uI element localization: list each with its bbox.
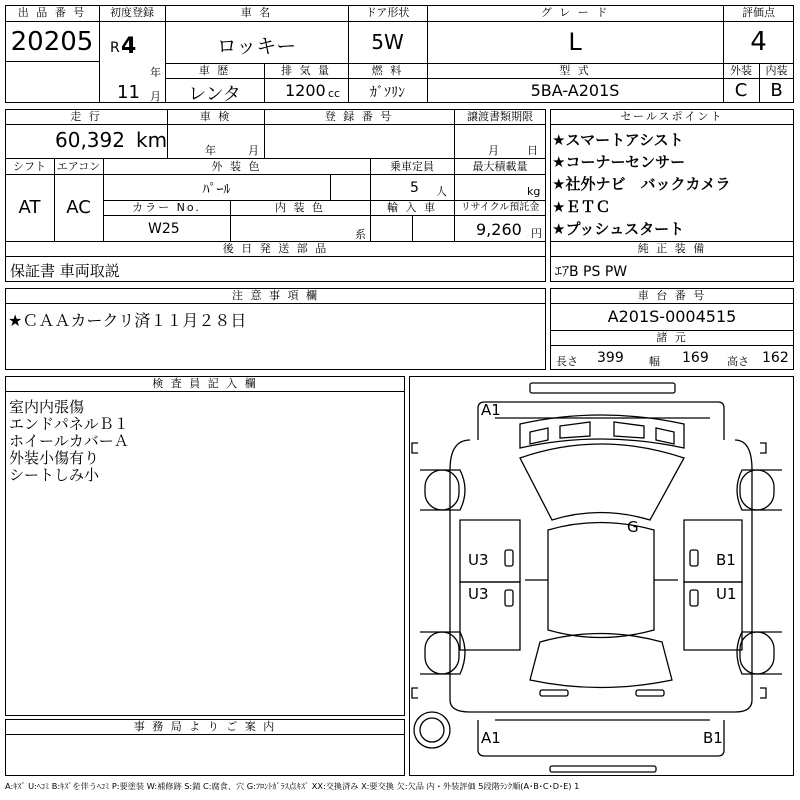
mark-left-rear-door: U3 [468, 585, 489, 603]
mark-rear-right: B1 [703, 729, 723, 747]
recycle-unit: 円 [531, 227, 542, 240]
transfer-day-unit: 日 [527, 144, 538, 157]
history-label: 車 歴 [198, 64, 231, 77]
load-label: 最大積載量 [472, 160, 528, 173]
ext-color-label: 外 装 色 [211, 160, 262, 173]
capacity: 5 [410, 180, 419, 196]
int-color-label: 内 装 色 [275, 201, 325, 214]
model-label: 型 式 [559, 64, 591, 77]
notes-label: 注 意 事 項 欄 [232, 289, 319, 302]
first-reg-year: 4 [121, 34, 137, 59]
inspector-label: 検 査 員 記 入 欄 [152, 377, 258, 390]
chassis-label: 車 台 番 号 [637, 289, 707, 302]
ext-color: ﾊﾟｰﾙ [202, 182, 231, 198]
capacity-label: 乗車定員 [390, 160, 434, 173]
first-reg-label: 初度登録 [110, 6, 154, 19]
displacement-unit: cc [328, 87, 341, 100]
int-color-suffix: 系 [355, 228, 366, 241]
color-no-label: カラー No. [132, 201, 201, 214]
exterior-grade: C [734, 80, 748, 101]
mark-rear-left: A1 [481, 729, 501, 747]
roof [548, 523, 654, 638]
notes-value: ★ＣＡＡカークリ済１１月２８日 [8, 311, 247, 330]
door-type: 5W [371, 30, 404, 54]
year-unit: 年 [150, 66, 161, 79]
mark-right-rear-door: U1 [716, 585, 737, 603]
inspector-line: 室内内張傷 [9, 398, 85, 416]
front-grille [478, 402, 724, 440]
fuel-label: 燃 料 [371, 64, 404, 77]
score: 4 [750, 27, 767, 57]
specs-label: 諸 元 [656, 331, 688, 344]
sales-point-item: ★ＥＴＣ [552, 198, 611, 216]
inspector-line: エンドパネルＢ１ [9, 415, 129, 433]
interior-label: 内装 [765, 64, 788, 77]
sales-points-label: セールスポイント [620, 110, 724, 123]
color-no: W25 [148, 221, 180, 237]
inspection-month-unit: 月 [248, 144, 259, 157]
wheel-fl [425, 470, 459, 510]
transfer-month-unit: 月 [488, 144, 499, 157]
shift: AT [18, 197, 41, 218]
sales-point-item: ★社外ナビ バックカメラ [552, 175, 731, 193]
equipment-label: 純 正 装 備 [637, 242, 707, 255]
mark-glass: G [627, 518, 639, 536]
wheel-fr [740, 470, 774, 510]
height: 162 [762, 350, 789, 366]
reg-no-label: 登 録 番 号 [324, 110, 394, 123]
rear-bumper [478, 720, 724, 756]
recycle: 9,260 [476, 220, 522, 239]
interior-grade: B [770, 80, 783, 101]
mileage-label: 走 行 [70, 110, 102, 123]
month-unit: 月 [150, 90, 161, 103]
chassis-number: A201S-0004515 [607, 307, 737, 326]
transfer-label: 譲渡書類期限 [467, 110, 533, 123]
car-name-label: 車 名 [240, 6, 273, 19]
ac-label: エアコン [56, 160, 101, 173]
model: 5BA-A201S [530, 81, 620, 100]
car-name: ロッキー [216, 34, 297, 58]
body-outline [450, 440, 752, 712]
equipment-value: ｴｱB PS PW [555, 264, 628, 280]
office-label: 事 務 局 よ り ご 案 内 [133, 720, 277, 733]
mileage-unit: km [136, 128, 168, 152]
load-unit: kg [527, 185, 541, 198]
mileage: 60,392 [55, 128, 125, 152]
recycle-label: リサイクル預託金 [460, 202, 540, 213]
shipping-items: 保証書 車両取説 [10, 262, 120, 280]
shipping-label: 後 日 発 送 部 品 [222, 242, 329, 255]
grade-label: グ レ ー ド [540, 6, 610, 19]
inspector-line: シートしみ小 [9, 466, 100, 484]
length: 399 [597, 350, 624, 366]
inspector-line: 外装小傷有り [9, 449, 100, 467]
lot-number-label: 出 品 番 号 [17, 6, 87, 19]
fuel: ｶﾞｿﾘﾝ [370, 85, 405, 101]
import-label: 輸 入 車 [387, 201, 437, 214]
front-bumper [530, 383, 675, 393]
sales-point-item: ★プッシュスタート [552, 220, 685, 238]
grade: L [568, 28, 582, 56]
door-label: ドア形状 [365, 6, 410, 19]
displacement-label: 排 気 量 [281, 64, 331, 77]
rear-window [530, 634, 672, 688]
mark-right-front-door: B1 [716, 551, 736, 569]
sales-point-item: ★コーナーセンサー [552, 153, 686, 171]
history: レンタ [188, 84, 241, 105]
lot-number: 20205 [10, 27, 94, 57]
inspector-line: ホイールカバーＡ [9, 432, 129, 450]
width-label: 幅 [649, 355, 660, 368]
inspection-label: 車 検 [199, 110, 232, 123]
legend: A:ｷｽﾞ U:ﾍｺﾐ B:ｷｽﾞを伴うﾍｺﾐ P:要塗装 W:補修跡 S:錆 C:腐食、穴 G:ﾌﾛﾝﾄｶﾞﾗｽ点ｷｽﾞ XX:交換済み X:要交換 欠:欠品 内・外装評価 5段階ﾗﾝｸ順(A･B･C･D･E) 1 [5, 781, 580, 791]
first-reg-month: 11 [117, 82, 140, 103]
exterior-label: 外装 [730, 64, 752, 77]
sales-point-item: ★スマートアシスト [552, 131, 684, 149]
displacement: 1200 [285, 81, 326, 100]
mark-left-front-door: U3 [468, 551, 489, 569]
windshield [520, 444, 684, 520]
wheel-rl [425, 632, 459, 674]
shift-label: シフト [13, 160, 46, 173]
wheel-rr [740, 632, 774, 674]
inspection-year-unit: 年 [205, 144, 216, 157]
hood [520, 415, 684, 448]
score-label: 評価点 [742, 6, 775, 19]
width: 169 [682, 350, 709, 366]
mark-front-left: A1 [481, 401, 501, 419]
height-label: 高さ [727, 355, 749, 368]
length-label: 長さ [556, 355, 578, 368]
capacity-unit: 人 [436, 185, 447, 198]
ac: AC [66, 197, 91, 218]
era-letter: R [110, 40, 120, 56]
